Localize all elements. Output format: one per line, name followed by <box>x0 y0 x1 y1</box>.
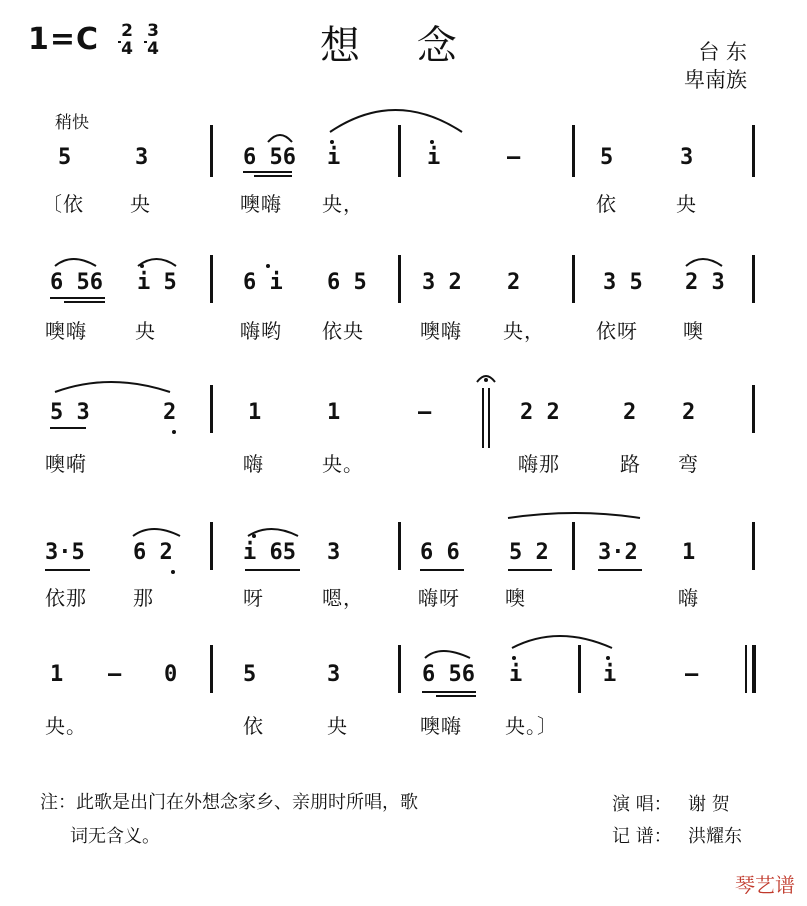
lyric: 嗨那 <box>518 452 560 476</box>
lyric: 央。 <box>322 452 364 476</box>
lyric: 噢 <box>683 319 704 343</box>
note: 6 6 <box>420 540 460 565</box>
meter-denominator: 4 <box>121 39 133 59</box>
lyric: 嗨 <box>243 452 264 476</box>
octave-dot <box>330 140 334 144</box>
lyric: 嗨哟 <box>240 319 282 343</box>
dash: – <box>507 145 521 170</box>
note: 5 <box>600 145 614 170</box>
singer-name: 谢 贺 <box>688 794 730 815</box>
slur <box>686 259 722 266</box>
slur <box>508 513 640 518</box>
lyric: 弯 <box>678 452 699 476</box>
note: 2 <box>163 400 177 425</box>
note: 5 2 <box>509 540 549 565</box>
octave-dot <box>140 264 144 268</box>
meter-numerator: 3 <box>147 21 159 41</box>
note: 5 <box>243 662 257 687</box>
note: 3·2 <box>598 540 638 565</box>
octave-dot <box>430 140 434 144</box>
lyric: 央 <box>327 714 348 738</box>
note: i 5 <box>137 270 177 295</box>
lyric: 央 <box>135 319 156 343</box>
tie <box>512 636 612 648</box>
octave-dot <box>266 264 270 268</box>
note: 1 <box>682 540 696 565</box>
lyric: 噢嗨 <box>420 319 462 343</box>
note: 6 56 <box>422 662 475 687</box>
note: 6 2 <box>133 540 173 565</box>
low-octave-dot <box>171 570 175 574</box>
note: 6 56 <box>50 270 103 295</box>
lyric: 央， <box>322 192 364 216</box>
note: 3 <box>327 540 341 565</box>
note: i <box>327 145 341 170</box>
tie <box>330 110 462 132</box>
footnote-line1: 注：此歌是出门在外想念家乡、亲朋时所唱，歌 <box>40 792 418 813</box>
lyric: 央 <box>130 192 151 216</box>
lyric: 依 <box>243 714 264 738</box>
origin-place: 台 东 <box>698 40 747 64</box>
note: 2 2 <box>520 400 560 425</box>
lyric: 噢嗨 <box>45 319 87 343</box>
note: 6 5 <box>327 270 367 295</box>
note: i 65 <box>243 540 296 565</box>
low-octave-dot <box>172 430 176 434</box>
dash: – <box>108 662 122 687</box>
recorder-label: 记 谱： <box>612 826 672 847</box>
note: 3 <box>680 145 694 170</box>
note: i <box>603 662 617 687</box>
meter-numerator: 2 <box>121 21 133 41</box>
note: 5 3 <box>50 400 90 425</box>
lyric: 噢 <box>505 586 526 610</box>
note: 5 <box>58 145 72 170</box>
lyric: 路 <box>620 452 641 476</box>
note: 3 <box>327 662 341 687</box>
lyric: 噢嗨 <box>420 714 462 738</box>
slur <box>268 135 292 142</box>
lyric: 依央 <box>322 319 364 343</box>
lyric: 央。〕 <box>505 714 558 738</box>
lyric: 呀 <box>243 586 264 610</box>
lyric: 嗯， <box>322 586 364 610</box>
lyric: 〔依 <box>42 192 84 216</box>
note: 2 3 <box>685 270 725 295</box>
note: 0 <box>164 662 178 687</box>
footnote-line2: 词无含义。 <box>70 826 160 847</box>
slur <box>55 382 170 392</box>
note: 1 <box>50 662 64 687</box>
slur <box>55 259 96 266</box>
dash: – <box>685 662 699 687</box>
song-title: 想 念 <box>320 23 479 69</box>
octave-dot <box>512 656 516 660</box>
note: i <box>509 662 523 687</box>
lyric: 嗨 <box>678 586 699 610</box>
fermata-dot <box>484 378 488 382</box>
meter-denominator: 4 <box>147 39 159 59</box>
singer-label: 演 唱： <box>612 794 672 815</box>
recorder-name: 洪耀东 <box>688 826 742 847</box>
lyric: 噢嗨 <box>240 192 282 216</box>
origin-ethnicity: 卑南族 <box>684 68 747 92</box>
slur <box>425 651 470 658</box>
note: 6 i <box>243 270 283 295</box>
note: 2 <box>682 400 696 425</box>
octave-dot <box>252 534 256 538</box>
lyric: 噢嗬 <box>45 452 87 476</box>
note: i <box>427 145 441 170</box>
lyric: 央。 <box>45 714 87 738</box>
note: 1 <box>248 400 262 425</box>
site-logo[interactable]: 琴艺谱 <box>735 873 795 897</box>
lyric: 依那 <box>45 586 87 610</box>
lyric: 那 <box>133 586 154 610</box>
note: 3 <box>135 145 149 170</box>
note: 3 5 <box>603 270 643 295</box>
note: 2 <box>623 400 637 425</box>
note: 3·5 <box>45 540 85 565</box>
lyric: 央 <box>676 192 697 216</box>
note: 1 <box>327 400 341 425</box>
lyric: 依呀 <box>596 319 638 343</box>
lyric: 依 <box>596 192 617 216</box>
lyric: 央， <box>503 319 545 343</box>
dash: – <box>418 400 432 425</box>
key-signature: 1=C <box>28 22 100 57</box>
octave-dot <box>606 656 610 660</box>
note: 6 56 <box>243 145 296 170</box>
lyric: 嗨呀 <box>418 586 460 610</box>
note: 2 <box>507 270 521 295</box>
tempo-marking: 稍快 <box>55 113 89 133</box>
note: 3 2 <box>422 270 462 295</box>
slur <box>133 529 180 536</box>
